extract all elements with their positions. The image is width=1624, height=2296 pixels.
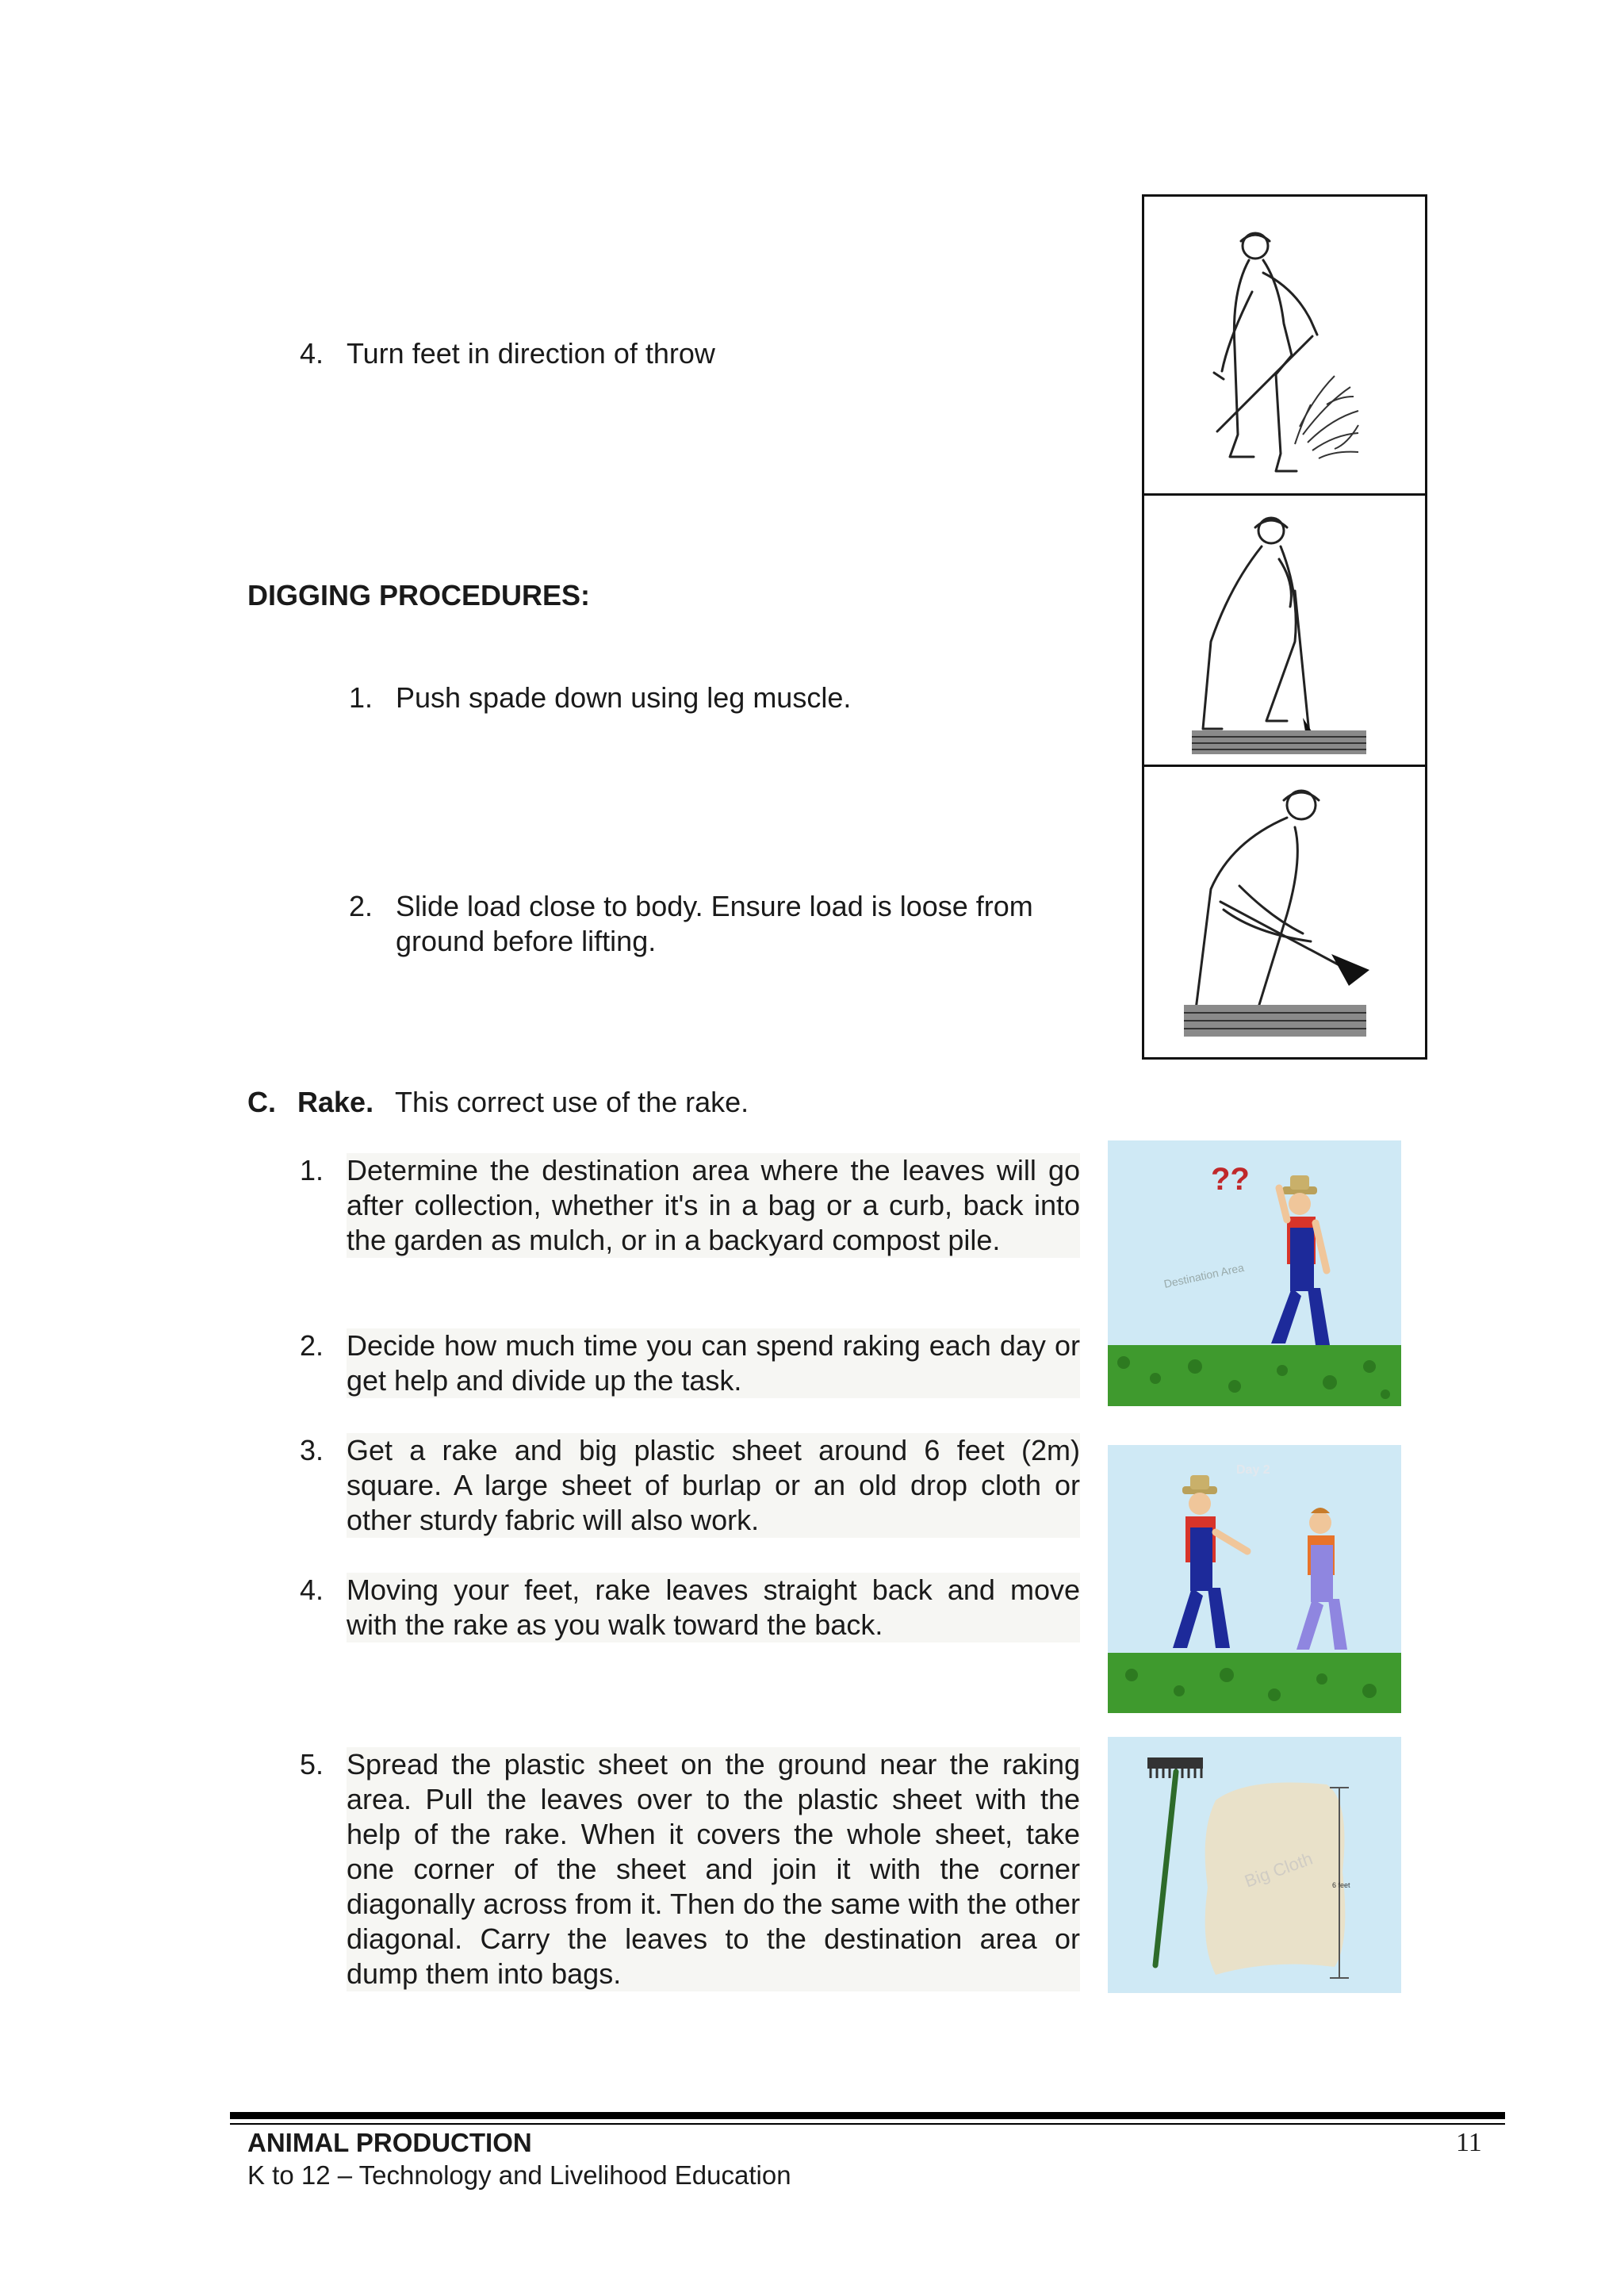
svg-text:6 feet: 6 feet — [1332, 1881, 1350, 1889]
step-text: Push spade down using leg muscle. — [396, 681, 852, 714]
section-heading: DIGGING PROCEDURES: — [247, 579, 591, 611]
slide-load-illustration — [1142, 765, 1427, 1060]
footer-subtitle: K to 12 – Technology and Livelihood Education — [247, 2160, 791, 2190]
rake-and-sheet-illustration — [1108, 1737, 1401, 1993]
two-farmers-icon — [1108, 1445, 1401, 1713]
step-text: Get a rake and big plastic sheet around 6 feet (2m) square. A large sheet of burlap or an old drop cloth or other sturdy fabric will also work. — [347, 1434, 1080, 1536]
footer-rule — [230, 2123, 1505, 2125]
svg-text:Day 2: Day 2 — [1236, 1463, 1270, 1477]
section-letter: C. — [247, 1086, 276, 1118]
throw-illustration — [1142, 194, 1427, 496]
worker-digging-icon — [1144, 496, 1425, 765]
step-text-line: Slide load close to body. Ensure load is loose from — [396, 890, 1033, 922]
destination-area-illustration — [1108, 1140, 1401, 1406]
step-number: 5. — [299, 1748, 324, 1780]
footer-title: ANIMAL PRODUCTION — [247, 2128, 532, 2157]
svg-text:??: ?? — [1211, 1162, 1250, 1197]
farmer-thinking-icon — [1108, 1140, 1401, 1406]
day-two-helper-illustration — [1108, 1445, 1401, 1713]
step-text: Spread the plastic sheet on the ground near the raking area. Pull the leaves over to the plastic sheet with the help of the rake. When it covers the whole sheet, take one corner of the sheet and join it with the corner diagonally across from it. Then do the same with the other diagonal. Carry the leaves to the destination area or dump them into bags. — [347, 1748, 1080, 1990]
step-text: Turn feet in direction of throw — [347, 337, 715, 370]
step-number: 4. — [299, 337, 324, 370]
step-text: Decide how much time you can spend raking each day or get help and divide up the task. — [347, 1329, 1080, 1397]
step-number: 2. — [299, 1329, 324, 1362]
section-intro: This correct use of the rake. — [395, 1086, 749, 1118]
step-number: 1. — [299, 1154, 324, 1186]
worker-throwing-icon — [1144, 197, 1425, 493]
svg-text:Destination Area: Destination Area — [1162, 1260, 1246, 1290]
step-number: 2. — [348, 890, 373, 922]
step-text: Determine the destination area where the leaves will go after collection, whether it's in a bag or a curb, back into the garden as mulch, or in a backyard compost pile. — [347, 1154, 1080, 1256]
section-title: Rake. — [297, 1086, 374, 1118]
step-number: 3. — [299, 1434, 324, 1466]
rake-sheet-icon — [1108, 1737, 1401, 1993]
step-text-line: ground before lifting. — [396, 925, 657, 957]
worker-lifting-icon — [1144, 767, 1425, 1057]
page-number: 11 — [1456, 2128, 1482, 2157]
step-number: 1. — [348, 681, 373, 714]
step-number: 4. — [299, 1573, 324, 1606]
push-spade-illustration — [1142, 493, 1427, 767]
footer-rule — [230, 2112, 1505, 2119]
svg-text:Big Cloth: Big Cloth — [1242, 1848, 1316, 1892]
step-text: Moving your feet, rake leaves straight back and move with the rake as you walk toward the back. — [347, 1573, 1080, 1641]
